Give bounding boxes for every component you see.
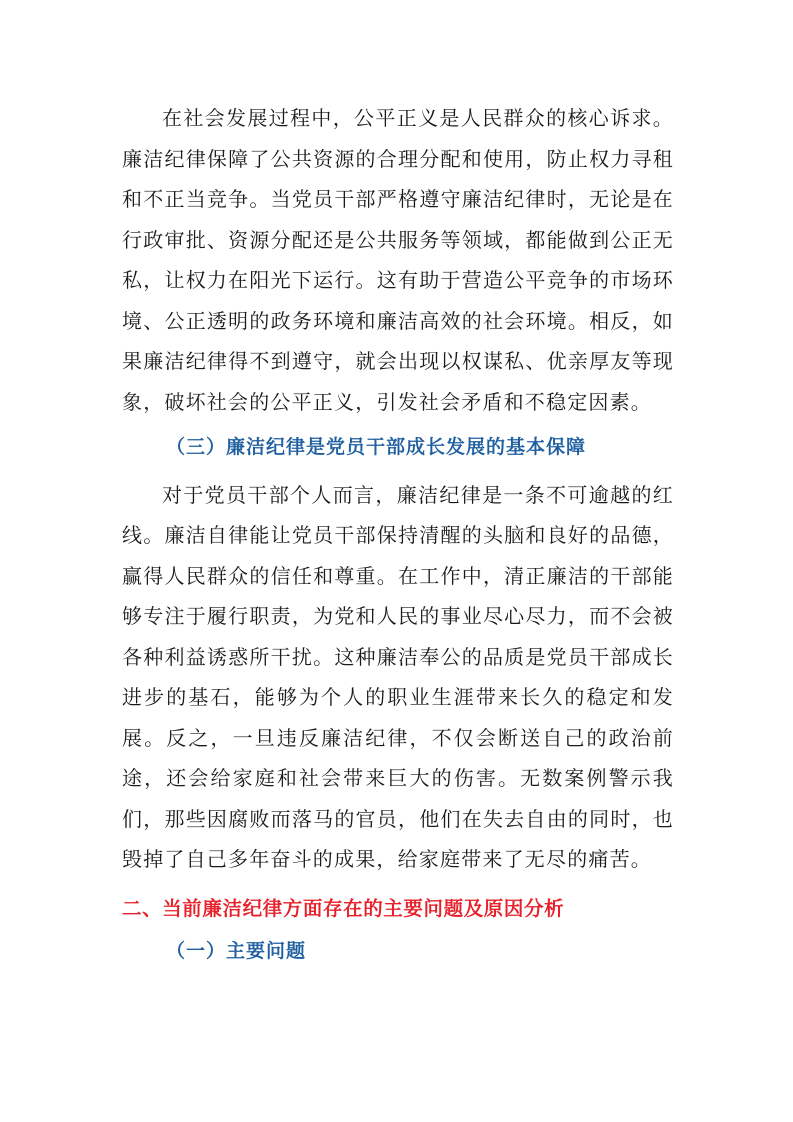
subheading-one: （一）主要问题 <box>166 940 307 962</box>
section-heading-two: 二、当前廉洁纪律方面存在的主要问题及原因分析 <box>122 896 565 920</box>
document-body <box>122 98 674 972</box>
subheading-three: （三）廉洁纪律是党员干部成长发展的基本保障 <box>166 436 587 458</box>
paragraph-fairness: 在社会发展过程中，公平正义是人民群众的核心诉求。廉洁纪律保障了公共资源的合理分配和使用，防止权力寻租和不正当竞争。当党员干部严格遵守廉洁纪律时，无论是在行政审批、资源分配还是公共服务等领域，都能做到公正无私，让权力在阳光下运行。这有助于营造公平竞争的市场环境、公正透明的政务环境和廉洁高效的社会环境。相反，如果廉洁纪律得不到遵守，就会出现以权谋私、优亲厚友等现象，破坏社会的公平正义，引发社会矛盾和不稳定因素。 <box>122 106 674 414</box>
paragraph-personal-growth: 对于党员干部个人而言，廉洁纪律是一条不可逾越的红线。廉洁自律能让党员干部保持清醒的头脑和良好的品德，赢得人民群众的信任和尊重。在工作中，清正廉洁的干部能够专注于履行职责，为党和人民的事业尽心尽力，而不会被各种利益诱惑所干扰。这种廉洁奉公的品质是党员干部成长进步的基石，能够为个人的职业生涯带来长久的稳定和发展。反之，一旦违反廉洁纪律，不仅会断送自己的政治前途，还会给家庭和社会带来巨大的伤害。无数案例警示我们，那些因腐败而落马的官员，他们在失去自由的同时，也毁掉了自己多年奋斗的成果，给家庭带来了无尽的痛苦。 <box>122 482 674 871</box>
